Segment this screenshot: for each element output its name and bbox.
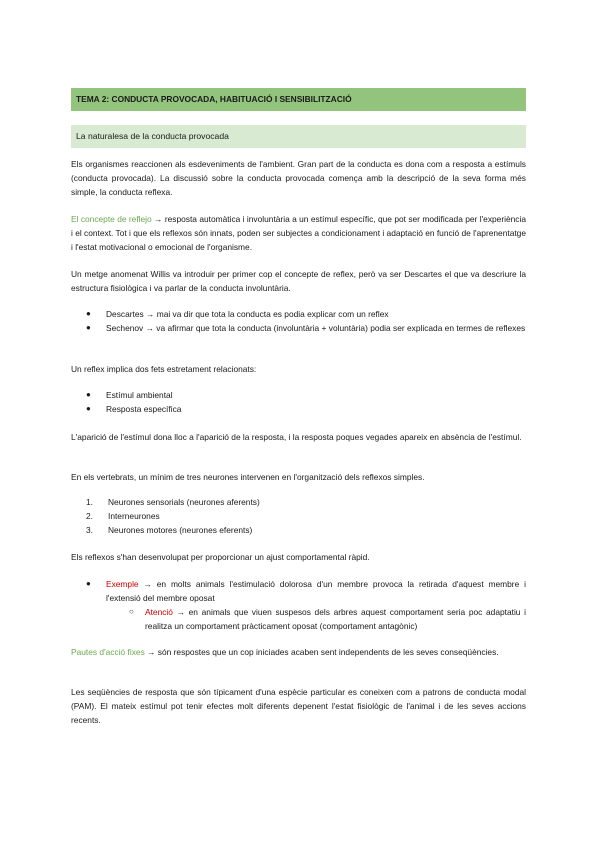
neuron-item: Neurones motores (neurones eferents) [108, 525, 253, 535]
sub-bullet-circle: ○ [129, 607, 134, 616]
paragraph-intro: Els organismes reaccionen als esdeveniments de l'ambient. Gran part de la conducta es dona com a resposta a estímuls (conducta provocada). La discussió sobre la conducta provocada comença amb la descripció de la seva forma més simple, la conducta reflexa. [71, 159, 526, 198]
pautes-term: Pautes d'acció fixes [71, 647, 145, 657]
paragraph-vertebrats: En els vertebrats, un mínim de tres neurones intervenen en l'organització dels reflexos simples. [71, 472, 425, 482]
bullet-dot: ● [86, 390, 91, 399]
list-number: 1. [86, 497, 93, 507]
bullet-dot: ● [86, 309, 91, 318]
paragraph-ajust: Els reflexos s'han desenvolupat per proporcionar un ajust comportamental ràpid. [71, 552, 370, 562]
pautes-text: → són respostes que un cop iniciades acaben sent independents de les seves conseqüències. [144, 647, 499, 657]
bullet-dot: ● [86, 579, 91, 588]
reflex-definition: → resposta automàtica i involuntària a un estímul específic, que pot ser modificada per l'experiència i el context. Tot i que els reflexos són innats, poden ser subjectes a condicionament i adaptació en funció de l'aprenentatge i l'estat motivacional o emocional de l'organisme. [71, 214, 526, 253]
bullet-exemple [106, 577, 526, 605]
sub-bullet-atencio [145, 605, 526, 633]
neuron-item: Interneurones [108, 511, 160, 521]
neuron-item: Neurones sensorials (neurones aferents) [108, 497, 260, 507]
paragraph-reflex-concept [71, 212, 526, 255]
bullet-estimul: Estímul ambiental [106, 390, 173, 400]
bullet-resposta: Resposta específica [106, 404, 182, 414]
exemple-label: Exemple [106, 579, 139, 589]
reflex-term: El concepte de reflejo [71, 214, 152, 224]
page-title: TEMA 2: CONDUCTA PROVOCADA, HABITUACIÓ I SENSIBILITZACIÓ [71, 88, 526, 111]
paragraph-willis: Un metge anomenat Willis va introduir per primer cop el concepte de reflex, però va ser Descartes el que va descriure la estructura fisiològica i va parlar de la conducta involuntària. [71, 269, 526, 294]
section-heading: La naturalesa de la conducta provocada [71, 125, 526, 148]
paragraph-pautes [71, 645, 526, 659]
bullet-dot: ● [86, 323, 91, 332]
bullet-dot: ● [86, 404, 91, 413]
bullet-sechenov: Sechenov → va afirmar que tota la conducta (involuntària + voluntària) podia ser explicada en termes de reflexes [106, 323, 526, 333]
paragraph-pam: Les seqüències de resposta que són típicament d'una espècie particular es coneixen com a patrons de conducta modal (PAM). El mateix estímul pot tenir efectes molt diferents depenent l'estat fisiològic de l'animal i de les seves accions recents. [71, 687, 526, 726]
atencio-text: → en animals que viuen suspesos dels arbres aquest comportament seria poc adaptatiu i realitza un comportament pràcticament oposat (comportament antagònic) [145, 607, 526, 632]
list-number: 2. [86, 511, 93, 521]
exemple-text: → en molts animals l'estimulació dolorosa d'un membre provoca la retirada d'aquest membre i l'extensió del membre oposat [106, 579, 526, 604]
paragraph-implica: Un reflex implica dos fets estretament relacionats: [71, 364, 257, 374]
paragraph-aparicio: L'aparició de l'estímul dona lloc a l'aparició de la resposta, i la resposta poques vegades apareix en absència de l'estímul. [71, 432, 522, 442]
atencio-label: Atenció [145, 607, 173, 617]
list-number: 3. [86, 525, 93, 535]
bullet-descartes: Descartes → mai va dir que tota la conducta es podia explicar com un reflex [106, 309, 389, 319]
